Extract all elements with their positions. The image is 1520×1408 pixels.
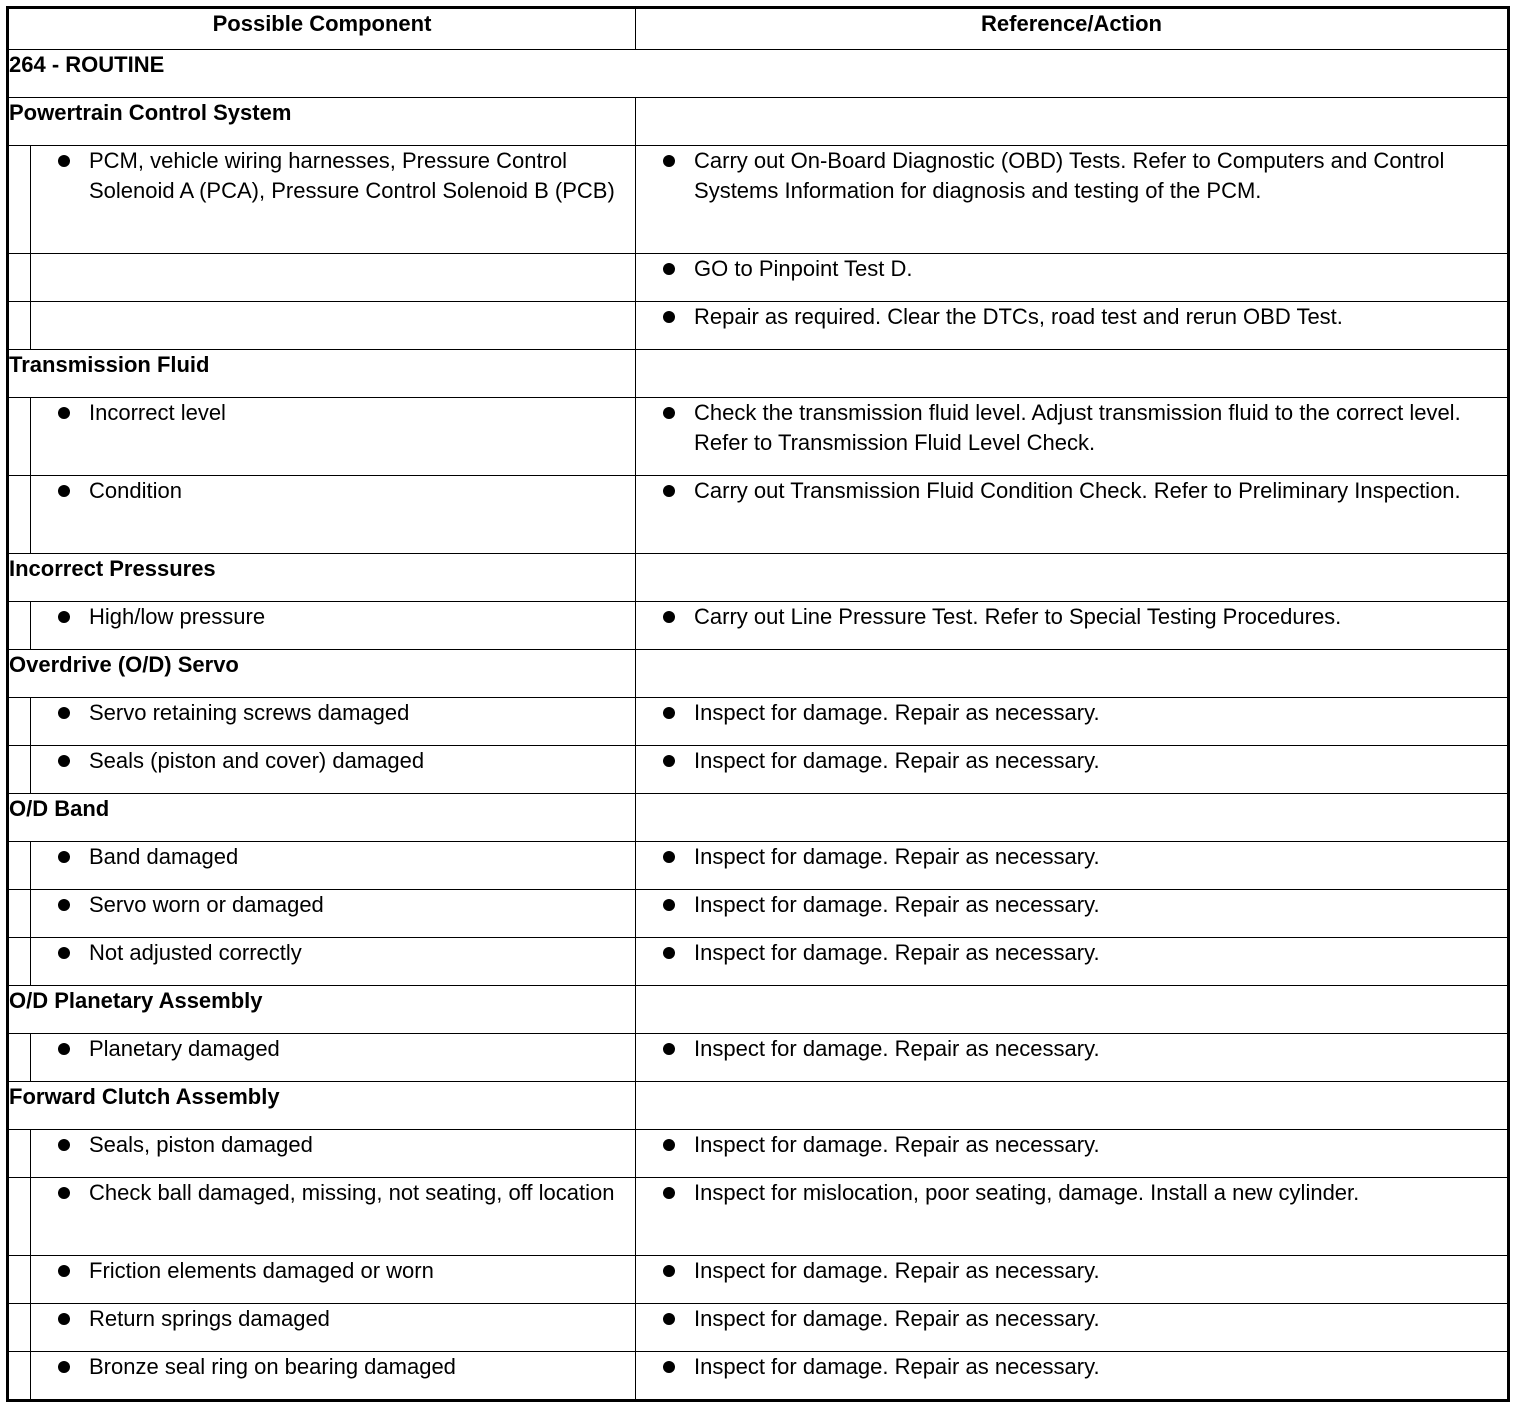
bullet-icon	[663, 1187, 675, 1199]
action-text: Inspect for damage. Repair as necessary.	[694, 1258, 1100, 1283]
table-row	[8, 1178, 1509, 1256]
action-text: GO to Pinpoint Test D.	[694, 256, 913, 281]
bullet-icon	[663, 1313, 675, 1325]
bullet-icon	[58, 407, 70, 419]
action-text: Carry out Line Pressure Test. Refer to Special Testing Procedures.	[694, 604, 1342, 629]
bullet-icon	[58, 1265, 70, 1277]
group-action-empty	[636, 794, 1509, 842]
bullet-icon	[58, 155, 70, 167]
table-row	[8, 842, 1509, 890]
group-action-empty	[636, 350, 1509, 398]
bullet-icon	[58, 1043, 70, 1055]
bullet-icon	[663, 851, 675, 863]
bullet-icon	[663, 1139, 675, 1151]
action-text: Inspect for mislocation, poor seating, damage. Install a new cylinder.	[694, 1180, 1360, 1205]
component-text: Incorrect level	[89, 400, 226, 425]
bullet-icon	[663, 485, 675, 497]
header-possible-component: Possible Component	[8, 8, 636, 50]
table-row	[8, 398, 1509, 476]
bullet-icon	[58, 851, 70, 863]
table-row	[8, 698, 1509, 746]
action-text: Inspect for damage. Repair as necessary.	[694, 1306, 1100, 1331]
component-text: Servo retaining screws damaged	[89, 700, 410, 725]
group-header-row	[8, 350, 1509, 398]
action-text: Repair as required. Clear the DTCs, road test and rerun OBD Test.	[694, 304, 1343, 329]
group-title: O/D Planetary Assembly	[8, 986, 636, 1034]
action-text: Inspect for damage. Repair as necessary.	[694, 1354, 1100, 1379]
group-title: Transmission Fluid	[8, 350, 636, 398]
table-row	[8, 302, 1509, 350]
table-row	[8, 1304, 1509, 1352]
component-text: Condition	[89, 478, 182, 503]
bullet-icon	[663, 611, 675, 623]
group-title: Powertrain Control System	[8, 98, 636, 146]
bullet-icon	[58, 1187, 70, 1199]
table-row	[8, 254, 1509, 302]
group-header-row	[8, 554, 1509, 602]
table-row	[8, 1352, 1509, 1401]
action-text: Carry out Transmission Fluid Condition Check. Refer to Preliminary Inspection.	[694, 478, 1461, 503]
component-text: Seals (piston and cover) damaged	[89, 748, 425, 773]
table-row	[8, 1256, 1509, 1304]
table-row	[8, 746, 1509, 794]
bullet-icon	[663, 947, 675, 959]
group-title: Incorrect Pressures	[8, 554, 636, 602]
bullet-icon	[663, 899, 675, 911]
bullet-icon	[58, 707, 70, 719]
table-row	[8, 890, 1509, 938]
action-text: Inspect for damage. Repair as necessary.	[694, 1036, 1100, 1061]
component-text: Return springs damaged	[89, 1306, 330, 1331]
component-text: Not adjusted correctly	[89, 940, 302, 965]
component-text: High/low pressure	[89, 604, 266, 629]
component-text: Bronze seal ring on bearing damaged	[89, 1354, 456, 1379]
bullet-icon	[663, 1043, 675, 1055]
bullet-icon	[663, 1361, 675, 1373]
group-title: Forward Clutch Assembly	[8, 1082, 636, 1130]
code-row	[8, 50, 1509, 98]
bullet-icon	[58, 947, 70, 959]
action-text: Inspect for damage. Repair as necessary.	[694, 700, 1100, 725]
table-row	[8, 602, 1509, 650]
component-text: Seals, piston damaged	[89, 1132, 313, 1157]
component-text: PCM, vehicle wiring harnesses, Pressure Control Solenoid A (PCA), Pressure Control Solenoid B (PCB)	[89, 148, 615, 203]
component-empty	[31, 254, 636, 302]
group-action-empty	[636, 554, 1509, 602]
table-row	[8, 146, 1509, 254]
bullet-icon	[663, 1265, 675, 1277]
group-header-row	[8, 650, 1509, 698]
table-header-row	[8, 8, 1509, 50]
group-title: O/D Band	[8, 794, 636, 842]
diagnosis-table	[6, 6, 1510, 1402]
group-action-empty	[636, 650, 1509, 698]
bullet-icon	[663, 311, 675, 323]
component-text: Servo worn or damaged	[89, 892, 324, 917]
table-row	[8, 1130, 1509, 1178]
component-empty	[31, 302, 636, 350]
group-header-row	[8, 1082, 1509, 1130]
bullet-icon	[663, 707, 675, 719]
action-text: Carry out On-Board Diagnostic (OBD) Tests. Refer to Computers and Control Systems Information for diagnosis and testing of the PCM.	[694, 148, 1445, 203]
action-text: Inspect for damage. Repair as necessary.	[694, 1132, 1100, 1157]
table-row	[8, 1034, 1509, 1082]
table-row	[8, 476, 1509, 554]
group-action-empty	[636, 98, 1509, 146]
bullet-icon	[58, 1313, 70, 1325]
group-header-row	[8, 98, 1509, 146]
bullet-icon	[663, 755, 675, 767]
group-action-empty	[636, 1082, 1509, 1130]
routine-code: 264 - ROUTINE	[8, 50, 1509, 98]
action-text: Check the transmission fluid level. Adjust transmission fluid to the correct level. Refer to Transmission Fluid Level Check.	[694, 400, 1461, 455]
bullet-icon	[58, 899, 70, 911]
bullet-icon	[58, 611, 70, 623]
component-text: Check ball damaged, missing, not seating, off location	[89, 1180, 615, 1205]
bullet-icon	[58, 1139, 70, 1151]
component-text: Planetary damaged	[89, 1036, 280, 1061]
bullet-icon	[58, 1361, 70, 1373]
action-text: Inspect for damage. Repair as necessary.	[694, 844, 1100, 869]
bullet-icon	[663, 263, 675, 275]
bullet-icon	[663, 407, 675, 419]
bullet-icon	[663, 155, 675, 167]
table-row	[8, 938, 1509, 986]
group-header-row	[8, 794, 1509, 842]
header-reference-action: Reference/Action	[636, 8, 1509, 50]
group-header-row	[8, 986, 1509, 1034]
action-text: Inspect for damage. Repair as necessary.	[694, 748, 1100, 773]
bullet-icon	[58, 755, 70, 767]
bullet-icon	[58, 485, 70, 497]
group-title: Overdrive (O/D) Servo	[8, 650, 636, 698]
action-text: Inspect for damage. Repair as necessary.	[694, 940, 1100, 965]
component-text: Band damaged	[89, 844, 239, 869]
group-action-empty	[636, 986, 1509, 1034]
action-text: Inspect for damage. Repair as necessary.	[694, 892, 1100, 917]
component-text: Friction elements damaged or worn	[89, 1258, 434, 1283]
